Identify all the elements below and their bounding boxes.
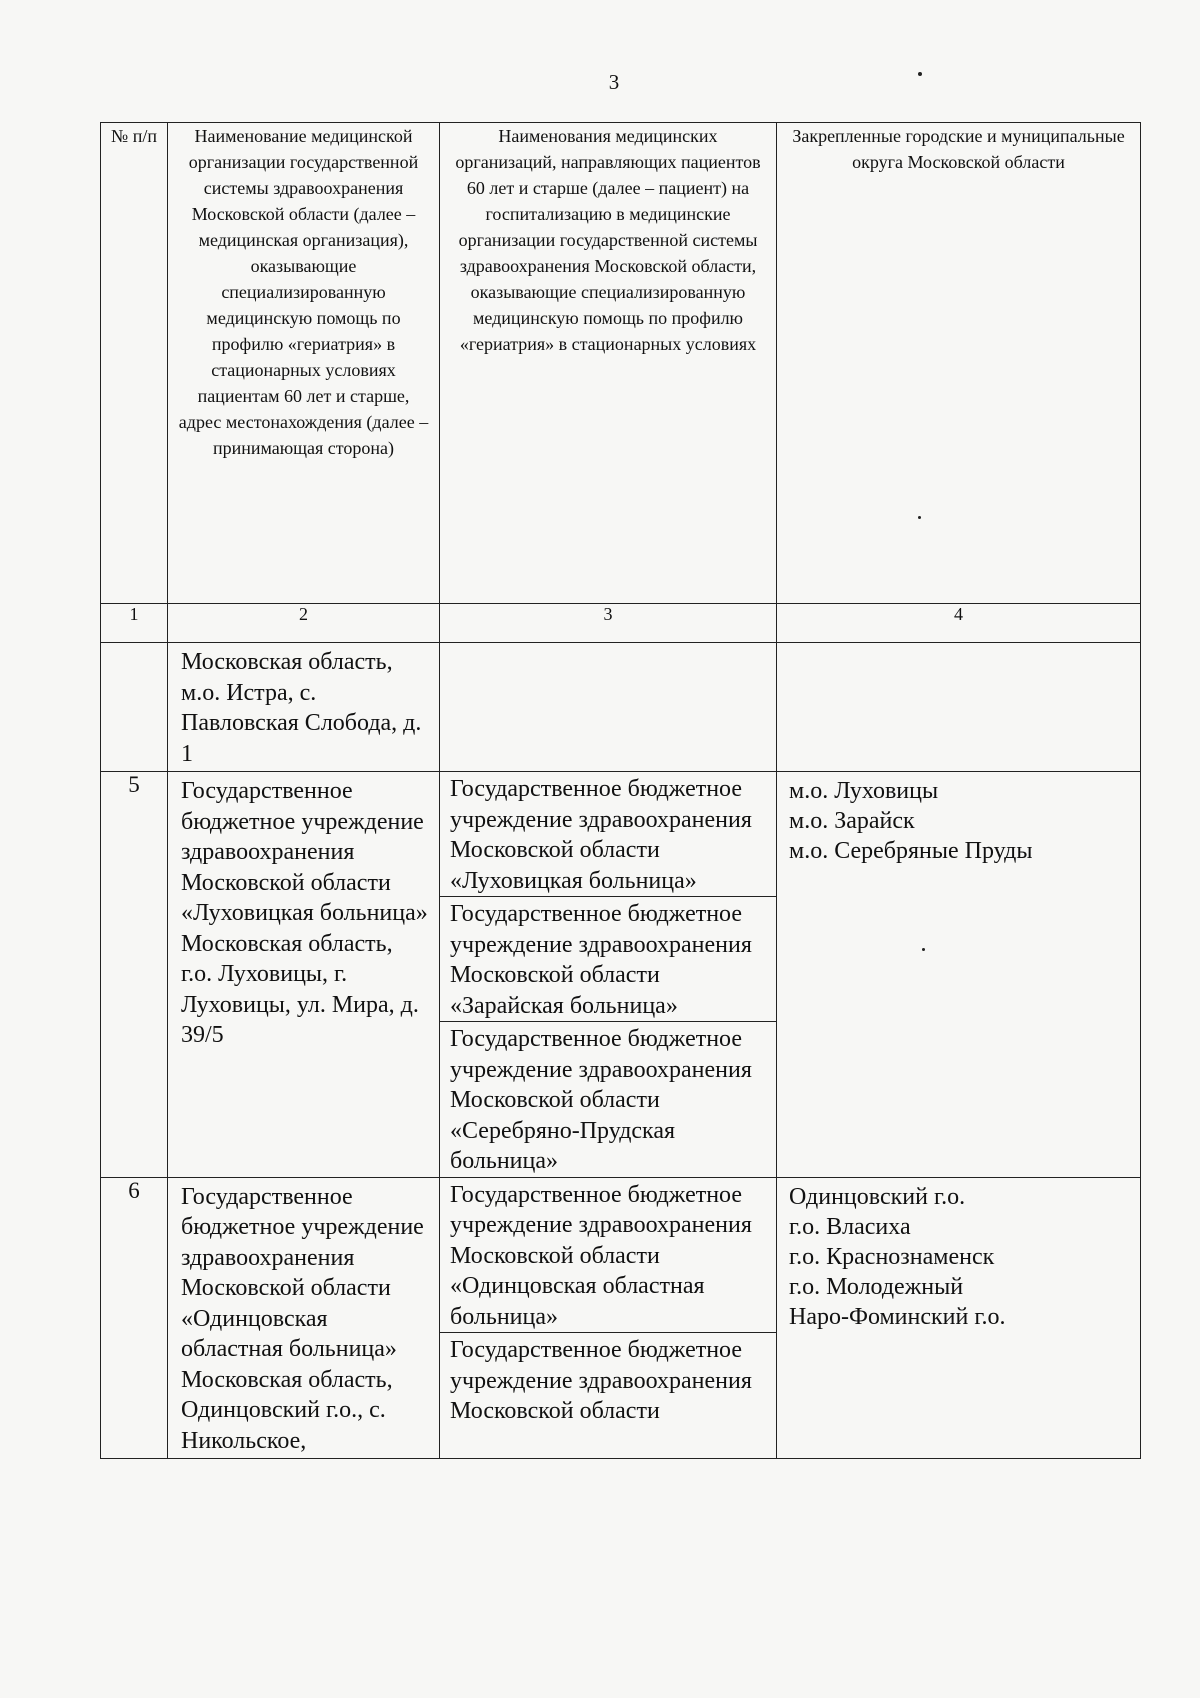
scan-speck — [918, 72, 922, 76]
district: г.о. Власиха — [789, 1213, 911, 1240]
receiving-org-cell: Московская область, м.о. Истра, с. Павловская Слобода, д. 1 — [168, 643, 440, 772]
referring-org: Государственное бюджетное учреждение здравоохранения Московской области «Зарайская больница» — [440, 897, 776, 1022]
column-index: 3 — [440, 604, 777, 643]
referring-orgs-cell — [440, 772, 777, 1178]
districts-cell — [777, 1177, 1141, 1459]
referring-org: Государственное бюджетное учреждение здравоохранения Московской области «Серебряно-Прудская больница» — [450, 1026, 752, 1174]
receiving-org-cell: Государственное бюджетное учреждение здравоохранения Московской области «Луховицкая больница» Московская область, г.о. Луховицы, г. Луховицы, ул. Мира, д. 39/5 — [168, 772, 440, 1178]
header-receiving-org: Наименование медицинской организации государственной системы здравоохранения Московской области (далее – медицинская организация), оказывающие специализированную медицинскую помощь по профилю «гериатрия» в стационарных условиях пациентам 60 лет и старше, адрес местонахождения (далее – принимающая сторона) — [168, 123, 440, 604]
hospitalization-table — [100, 122, 1141, 1459]
header-districts: Закрепленные городские и муниципальные округа Московской области — [777, 123, 1141, 604]
district: г.о. Молодежный — [789, 1273, 964, 1300]
column-index: 2 — [168, 604, 440, 643]
column-index: 4 — [777, 604, 1141, 643]
referring-org: Государственное бюджетное учреждение здравоохранения Московской области — [450, 1337, 752, 1424]
districts-empty — [777, 643, 1141, 772]
referring-org: Государственное бюджетное учреждение здравоохранения Московской области «Луховицкая больница» — [440, 772, 776, 897]
district: м.о. Серебряные Пруды — [789, 838, 1033, 864]
district: Одинцовский г.о. — [789, 1183, 966, 1210]
column-index: 1 — [101, 604, 168, 643]
table-row — [101, 1177, 1141, 1459]
table-header-row — [101, 123, 1141, 604]
districts-cell — [777, 772, 1141, 1178]
header-number: № п/п — [101, 123, 168, 604]
receiving-org-cell: Государственное бюджетное учреждение здравоохранения Московской области «Одинцовская областная больница» Московская область, Одинцовский г.о., с. Никольское, — [168, 1177, 440, 1459]
district: м.о. Луховицы — [789, 778, 939, 804]
row-number-empty — [101, 643, 168, 772]
district: м.о. Зарайск — [789, 808, 915, 834]
table-row-continuation — [101, 643, 1141, 772]
table-row — [101, 772, 1141, 1178]
column-index-row — [101, 604, 1141, 643]
row-number: 6 — [101, 1177, 168, 1459]
referring-orgs-cell — [440, 1177, 777, 1459]
referring-orgs-empty — [440, 643, 777, 772]
page-number: 3 — [608, 70, 620, 94]
district: Наро-Фоминский г.о. — [789, 1303, 1006, 1330]
row-number: 5 — [101, 772, 168, 1178]
referring-org: Государственное бюджетное учреждение здравоохранения Московской области «Одинцовская областная больница» — [440, 1178, 776, 1334]
header-referring-orgs: Наименования медицинских организаций, направляющих пациентов 60 лет и старше (далее – пациент) на госпитализацию в медицинские организации государственной системы здравоохранения Московской области, оказывающие специализированную медицинскую помощь по профилю «гериатрия» в стационарных условиях — [440, 123, 777, 604]
district: г.о. Краснознаменск — [789, 1243, 995, 1270]
